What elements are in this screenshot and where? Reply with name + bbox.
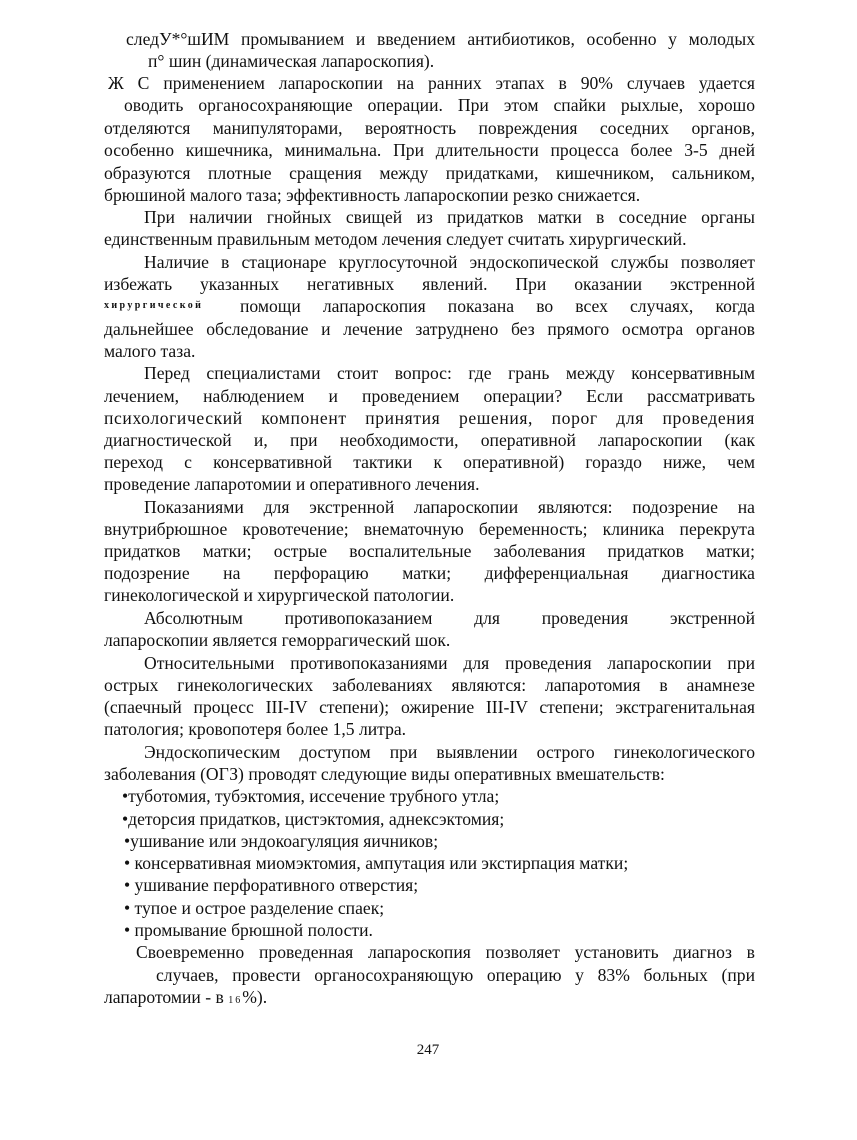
paragraph-first-line: Показаниями для экстренной лапароскопии являются: подозрение на xyxy=(144,497,755,517)
list-item: • промывание брюшной полости. xyxy=(124,920,373,940)
paragraph-first-line: Своевременно проведенная лапароскопия позволяет установить диагноз в xyxy=(136,942,755,962)
text-line xyxy=(104,986,267,1008)
small-number: 16 xyxy=(228,995,243,1006)
text-line: особенно кишечника, минимальна. При длительности процесса более 3-5 дней xyxy=(104,140,755,160)
list-item: • консервативная миомэктомия, ампутация или экстирпация матки; xyxy=(124,853,629,873)
paragraph-first-line: Эндоскопическим доступом при выявлении острого гинекологического xyxy=(144,742,755,762)
text-line: отделяются манипуляторами, вероятность повреждения соседних органов, xyxy=(104,118,755,138)
text-line: психологический компонент принятия решения, порог для проведения xyxy=(104,408,755,428)
spaced-word: хирургической xyxy=(104,300,204,311)
text-line: избежать указанных негативных явлений. При оказании экстренной xyxy=(104,274,755,294)
text-line: малого таза. xyxy=(104,341,196,361)
text-line: лапароскопии является геморрагический шок. xyxy=(104,630,451,650)
text-line: (спаечный процесс III-IV степени); ожирение III-IV степени; экстрагенитальная xyxy=(104,697,755,717)
text-line: диагностической и, при необходимости, оперативной лапароскопии (как xyxy=(104,430,755,450)
text-line: следУ*°шИМ промыванием и введением антибиотиков, особенно у молодых xyxy=(126,29,755,49)
text-line: подозрение на перфорацию матки; дифференциальная диагностика xyxy=(104,563,755,583)
list-item: •ушивание или эндокоагуляция яичников; xyxy=(124,831,439,851)
text-line: лечением, наблюдением и проведением операции? Если рассматривать xyxy=(104,386,755,406)
text-line: помощи лапароскопия показана во всех случаях, когда xyxy=(240,296,755,316)
text-line: дальнейшее обследование и лечение затруднено без прямого осмотра органов xyxy=(104,319,755,339)
text-line: гинекологической и хирургической патологии. xyxy=(104,585,455,605)
text-line: Ж С применением лапароскопии на ранних этапах в 90% случаев удается xyxy=(108,73,755,93)
text-line: придатков матки; острые воспалительные заболевания придатков матки; xyxy=(104,541,755,561)
text-line: острых гинекологических заболеваниях являются: лапаротомия в анамнезе xyxy=(104,675,755,695)
text-line: п° шин (динамическая лапароскопия). xyxy=(148,51,435,71)
text-line: брюшиной малого таза; эффективность лапароскопии резко снижается. xyxy=(104,185,641,205)
paragraph-first-line: Перед специалистами стоит вопрос: где грань между консервативным xyxy=(144,363,755,383)
paragraph-first-line: Наличие в стационаре круглосуточной эндоскопической службы позволяет xyxy=(144,252,755,272)
paragraph-first-line: Относительными противопоказаниями для проведения лапароскопии при xyxy=(144,653,755,673)
text-line: случаев, провести органосохраняющую операцию у 83% больных (при xyxy=(156,965,755,985)
text-line: переход с консервативной тактики к оперативной) гораздо ниже, чем xyxy=(104,452,755,472)
text-line: проведение лапаротомии и оперативного лечения. xyxy=(104,474,480,494)
list-item: • тупое и острое разделение спаек; xyxy=(124,898,385,918)
text-fragment: лапаротомии - в xyxy=(104,987,224,1007)
page-number: 247 xyxy=(416,1042,440,1058)
text-line: единственным правильным методом лечения следует считать хирургический. xyxy=(104,229,687,249)
list-item: •деторсия придатков, цистэктомия, аднексэктомия; xyxy=(122,809,505,829)
text-line: оводить органосохраняющие операции. При этом спайки рыхлые, хорошо xyxy=(124,95,755,115)
text-fragment: %). xyxy=(242,987,268,1007)
paragraph-first-line: Абсолютным противопоказанием для проведения экстренной xyxy=(144,608,755,628)
text-line: заболевания (ОГЗ) проводят следующие виды оперативных вмешательств: xyxy=(104,764,665,784)
text-line: внутрибрюшное кровотечение; внематочную беременность; клиника перекрута xyxy=(104,519,755,539)
text-line: образуются плотные сращения между придатками, кишечником, сальником, xyxy=(104,163,755,183)
paragraph-first-line: При наличии гнойных свищей из придатков матки в соседние органы xyxy=(144,207,755,227)
list-item: •туботомия, тубэктомия, иссечение трубного утла; xyxy=(122,786,500,806)
list-item: • ушивание перфоративного отверстия; xyxy=(124,875,419,895)
text-line: патология; кровопотеря более 1,5 литра. xyxy=(104,719,407,739)
